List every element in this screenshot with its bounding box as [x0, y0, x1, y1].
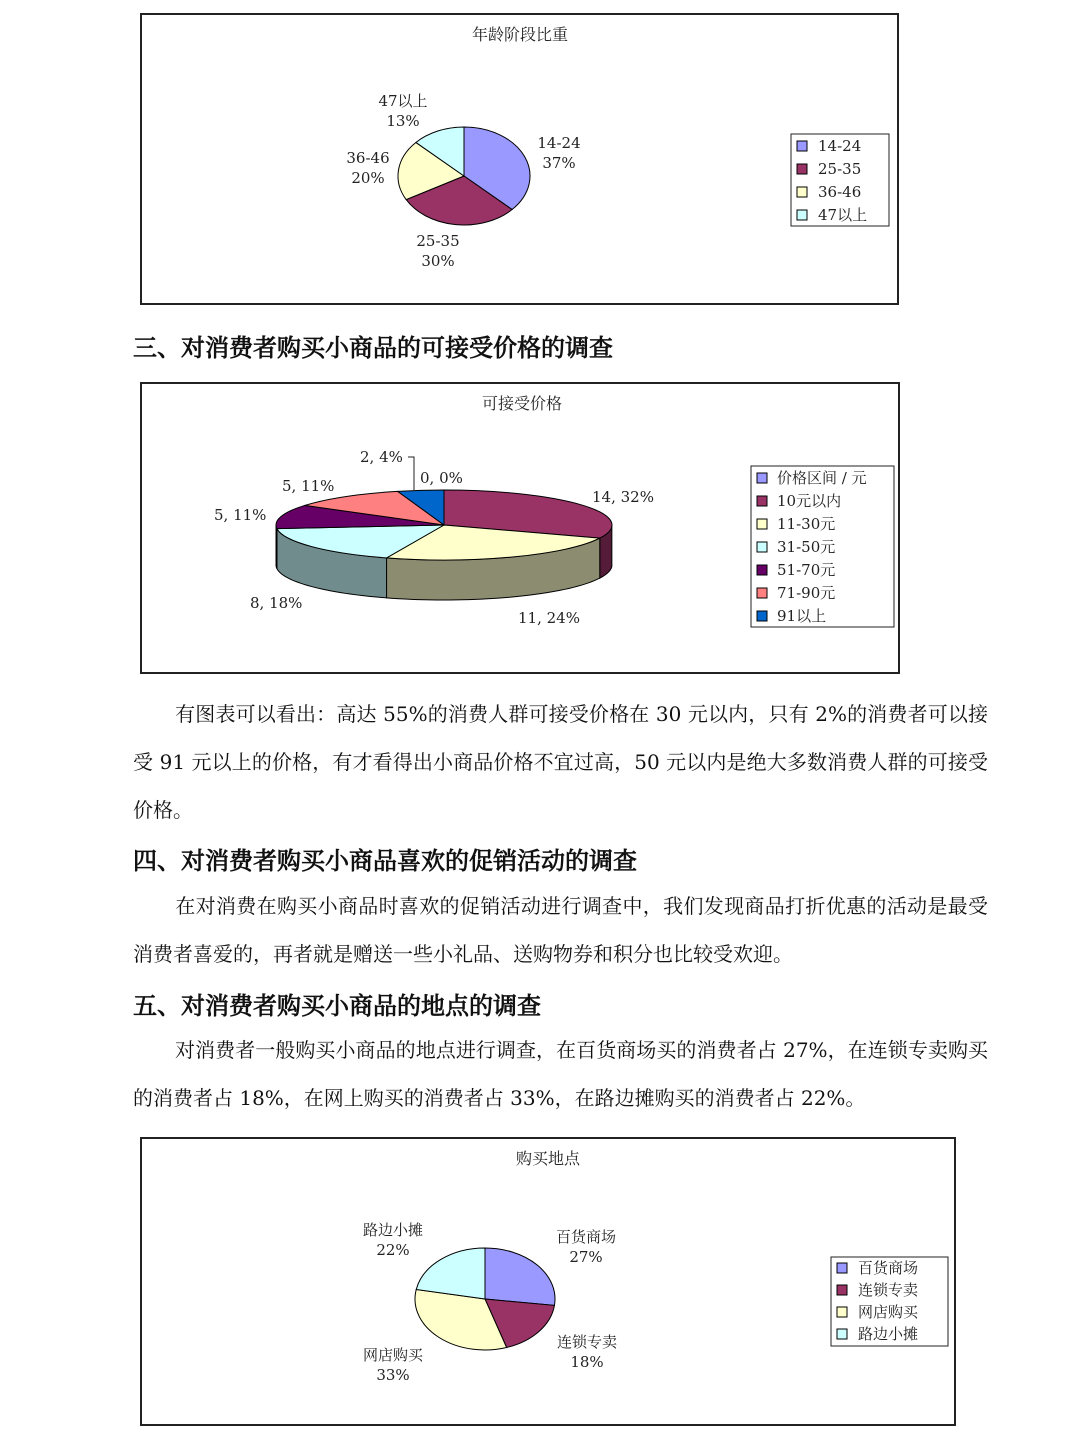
pie-label-51-70: 5, 11% [214, 506, 267, 524]
pie-label-online-store [363, 1346, 424, 1384]
legend-item: 网店购买 [858, 1303, 919, 1321]
age-chart-svg [142, 15, 897, 303]
legend-item: 价格区间 / 元 [777, 469, 867, 487]
pie-label-street-stall [363, 1221, 423, 1259]
legend-item: 14-24 [818, 137, 862, 155]
legend-item: 71-90元 [777, 584, 836, 602]
section5-paragraph: 对消费者一般购买小商品的地点进行调查，在百货商场买的消费者占 27%，在连锁专卖购买的消费者占 18%，在网上购买的消费者占 33%，在路边摊购买的消费者占 22%。 [133, 1038, 988, 1110]
pie-label-91plus [360, 448, 414, 491]
age-chart [140, 13, 899, 305]
pie-label-department-store [556, 1228, 616, 1266]
legend-item: 25-35 [818, 160, 862, 178]
legend-item: 91以上 [777, 607, 827, 625]
svg-text:2, 4%: 2, 4% [360, 448, 403, 466]
price-chart [140, 382, 900, 674]
pie-label-10-yuan: 14, 32% [592, 488, 654, 506]
legend-swatch [757, 565, 767, 575]
legend-item: 31-50元 [777, 538, 836, 556]
legend-swatch [797, 210, 807, 220]
pie-label-zero: 0, 0% [420, 469, 463, 487]
chart-title: 购买地点 [515, 1149, 581, 1168]
svg-text:18%: 18% [570, 1353, 604, 1371]
pie-label-chain-store [557, 1333, 617, 1371]
pie-label-31-50: 8, 18% [250, 594, 303, 612]
svg-text:13%: 13% [386, 112, 420, 130]
legend [751, 466, 894, 627]
legend-item: 51-70元 [777, 561, 836, 579]
pie-side-4 [276, 526, 277, 569]
pie-label-25-35 [416, 232, 459, 270]
pie-label-71-90: 5, 11% [282, 477, 335, 495]
legend-item: 10元以内 [777, 492, 842, 510]
svg-text:36-46: 36-46 [346, 149, 390, 167]
pie-slice-4 [416, 1248, 485, 1299]
svg-text:14-24: 14-24 [537, 134, 581, 152]
chart-title: 可接受价格 [481, 394, 563, 413]
svg-text:33%: 33% [376, 1366, 410, 1384]
legend-swatch [797, 187, 807, 197]
location-chart-svg [142, 1139, 954, 1424]
legend-item: 百货商场 [858, 1259, 919, 1277]
pie-label-14-24 [537, 134, 580, 172]
legend [831, 1257, 948, 1346]
legend-swatch [757, 519, 767, 529]
purchase-location-chart [140, 1137, 956, 1426]
svg-text:百货商场: 百货商场 [555, 1228, 617, 1246]
price-chart-svg [142, 384, 898, 672]
section5-heading: 五、对消费者购买小商品的地点的调查 [133, 991, 541, 1020]
section3-heading: 三、对消费者购买小商品的可接受价格的调查 [133, 333, 613, 362]
svg-text:27%: 27% [569, 1248, 603, 1266]
legend-swatch [757, 473, 767, 483]
legend-item: 36-46 [818, 183, 862, 201]
legend-item: 连锁专卖 [858, 1281, 919, 1299]
pie-label-47plus [378, 92, 427, 130]
legend-swatch [757, 588, 767, 598]
legend [791, 134, 889, 226]
chart-title: 年龄阶段比重 [471, 25, 569, 44]
pie-label-11-30: 11, 24% [518, 609, 580, 627]
svg-text:47以上: 47以上 [378, 92, 428, 110]
legend-item: 11-30元 [777, 515, 836, 533]
legend-swatch [837, 1307, 847, 1317]
legend-swatch [837, 1285, 847, 1295]
section4-heading: 四、对消费者购买小商品喜欢的促销活动的调查 [133, 846, 637, 875]
legend-swatch [837, 1329, 847, 1339]
section3-paragraph: 有图表可以看出：高达 55%的消费人群可接受价格在 30 元以内，只有 2%的消费者可以接受 91 元以上的价格，有才看得出小商品价格不宜过高，50 元以内是绝大多数消费人群的可接受价格。 [133, 702, 988, 822]
svg-text:37%: 37% [542, 154, 576, 172]
legend-swatch [757, 496, 767, 506]
svg-text:路边小摊: 路边小摊 [362, 1221, 424, 1239]
svg-text:网店购买: 网店购买 [362, 1346, 424, 1364]
pie-slice-1 [485, 1248, 555, 1305]
legend-swatch [757, 611, 767, 621]
legend-item: 47以上 [818, 206, 868, 224]
legend-swatch [797, 164, 807, 174]
legend-swatch [757, 542, 767, 552]
legend-item: 路边小摊 [858, 1325, 919, 1343]
svg-text:30%: 30% [421, 252, 455, 270]
svg-text:22%: 22% [376, 1241, 410, 1259]
legend-swatch [837, 1263, 847, 1273]
svg-text:25-35: 25-35 [416, 232, 460, 250]
legend-swatch [797, 141, 807, 151]
svg-text:连锁专卖: 连锁专卖 [556, 1333, 618, 1351]
svg-text:20%: 20% [351, 169, 385, 187]
pie-label-36-46 [346, 149, 389, 187]
section4-paragraph: 在对消费在购买小商品时喜欢的促销活动进行调查中，我们发现商品打折优惠的活动是最受消费者喜爱的，再者就是赠送一些小礼品、送购物券和积分也比较受欢迎。 [133, 894, 988, 966]
